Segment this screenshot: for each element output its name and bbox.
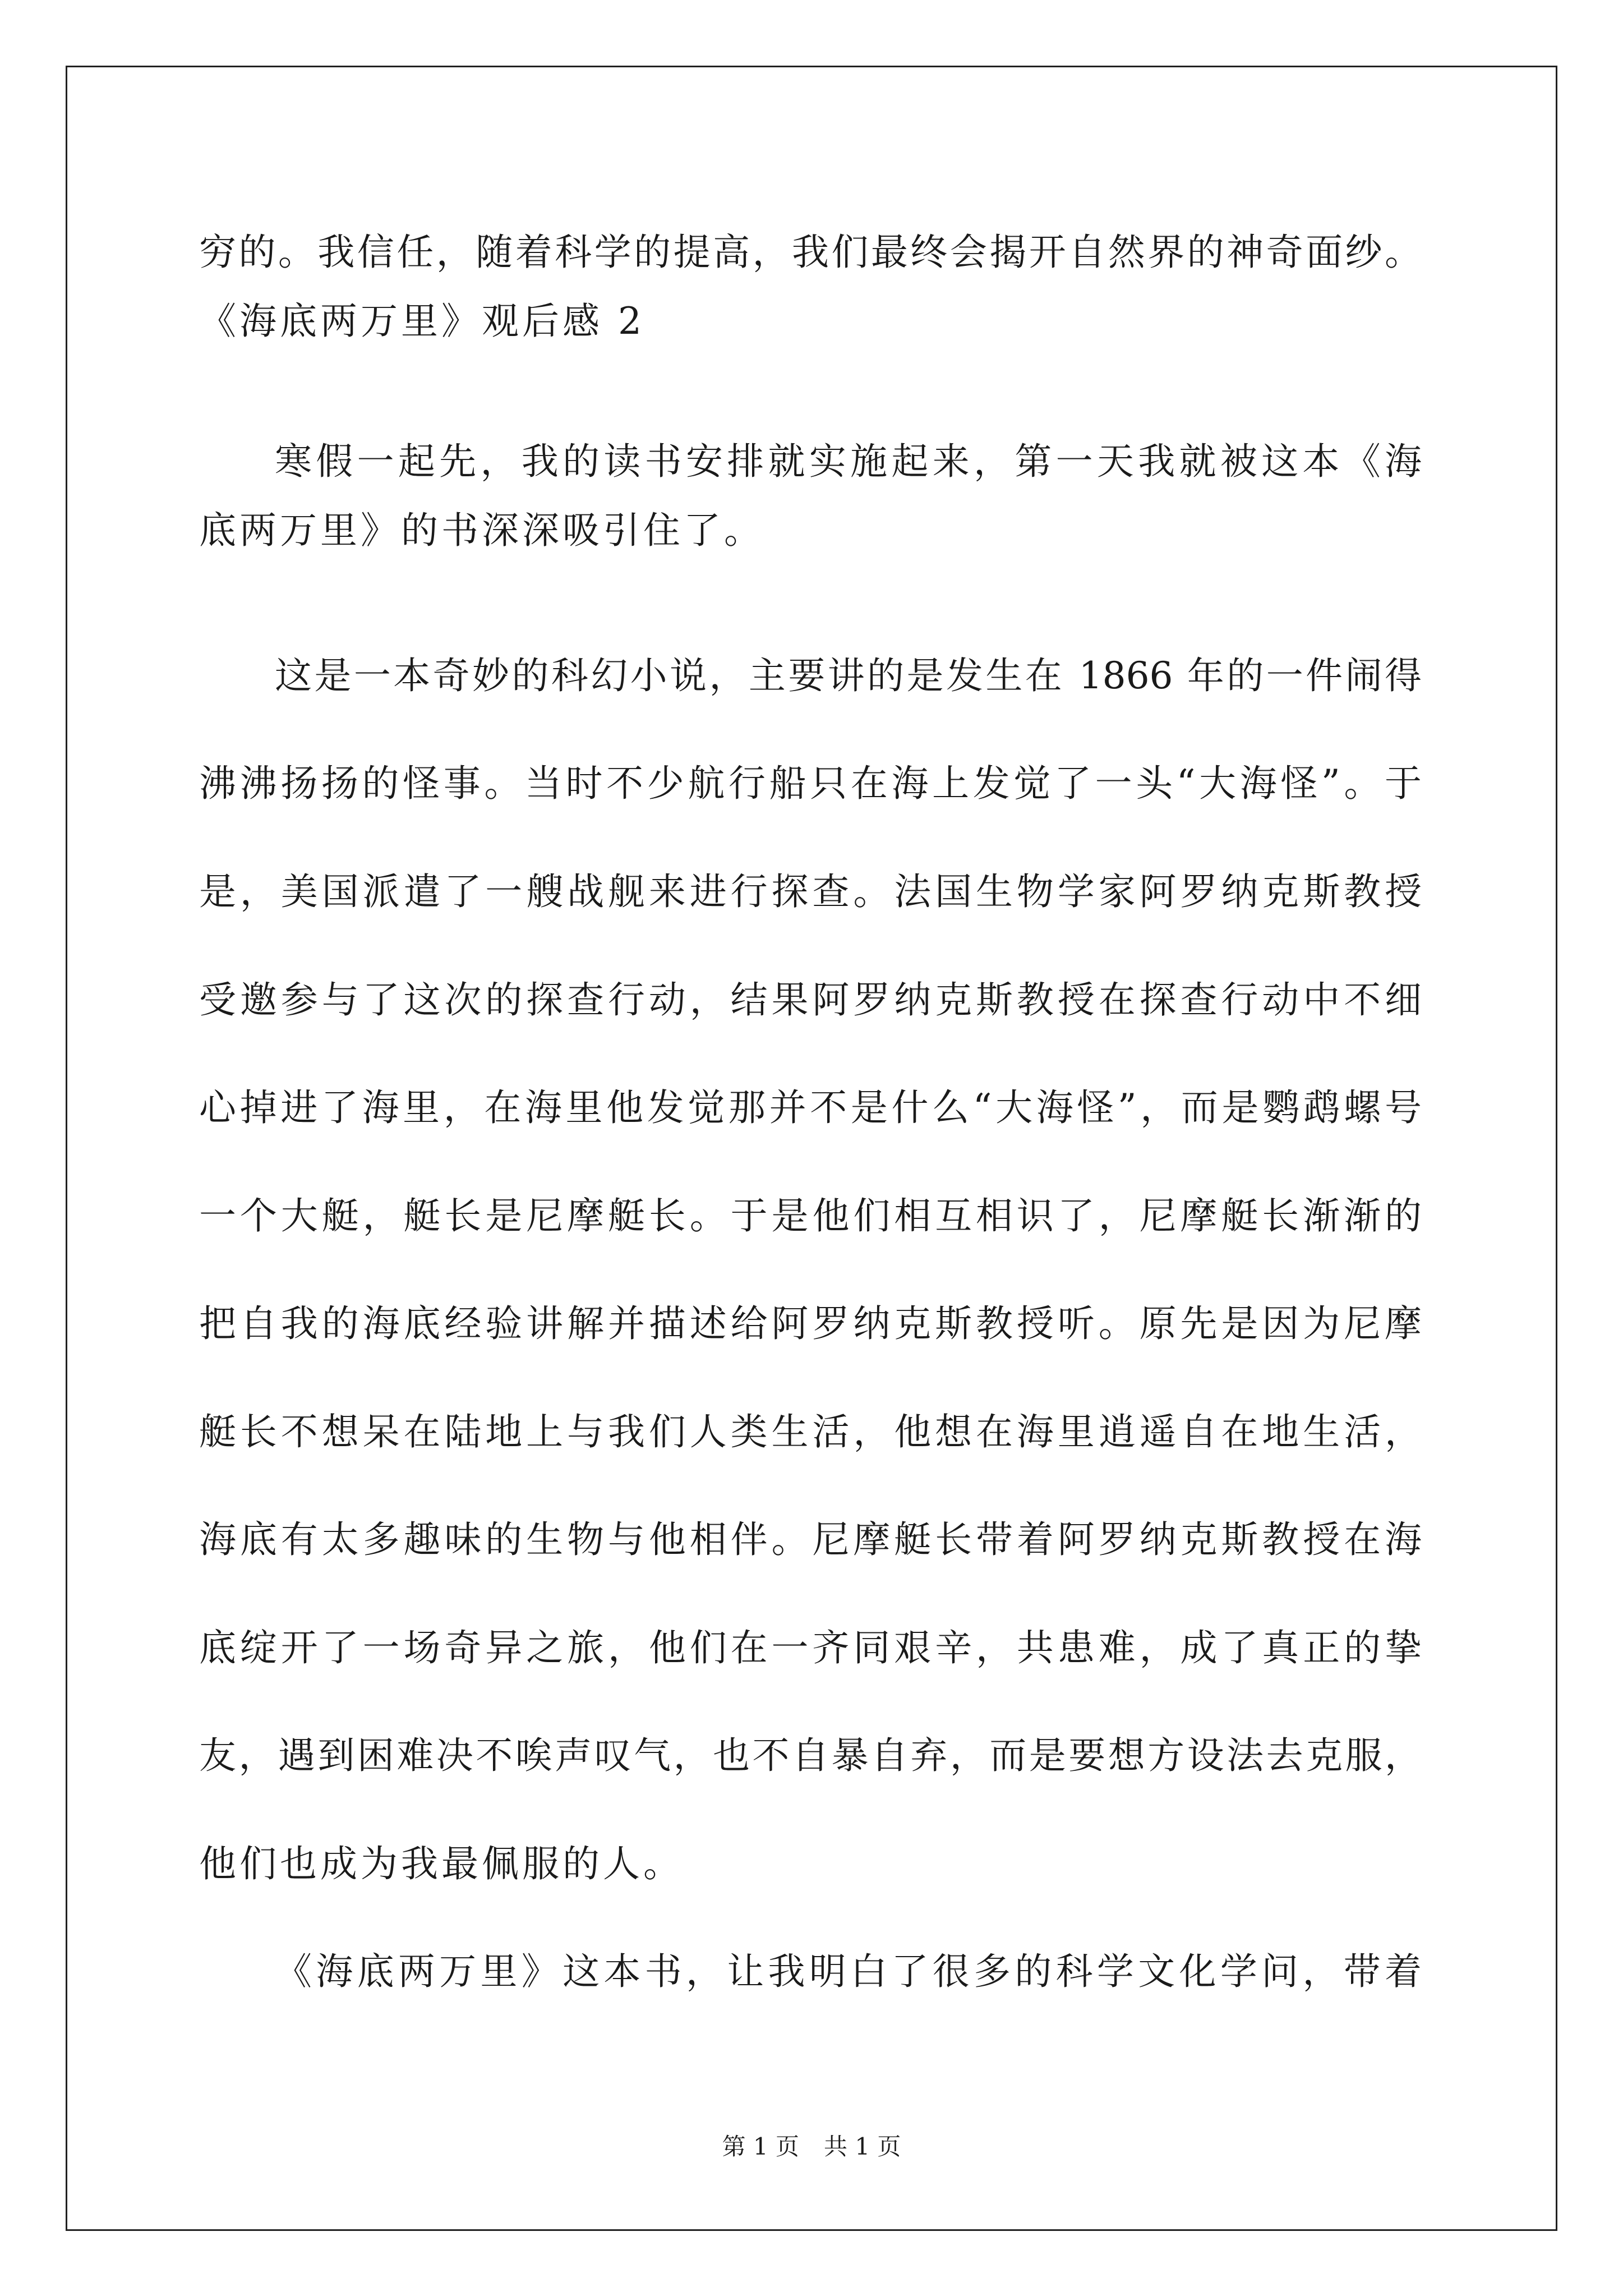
text-line: 这是一本奇妙的科幻小说，主要讲的是发生在 1866 年的一件闹得 — [275, 654, 1422, 697]
text-line: 沸沸扬扬的怪事。当时不少航行船只在海上发觉了一头“大海怪”。于 — [199, 762, 1422, 805]
text-line: 把自我的海底经验讲解并描述给阿罗纳克斯教授听。原先是因为尼摩 — [199, 1302, 1422, 1345]
text-line: 心掉进了海里，在海里他发觉那并不是什么“大海怪”，而是鹦鹉螺号 — [199, 1086, 1422, 1129]
text-line: 《海底两万里》这本书，让我明白了很多的科学文化学问，带着 — [275, 1950, 1422, 1993]
page-number: 第 1 页 — [722, 2133, 799, 2160]
text-line: 底绽开了一场奇异之旅，他们在一齐同艰辛，共患难，成了真正的挚 — [199, 1626, 1422, 1669]
page-footer — [0, 2133, 1623, 2161]
section-heading: 《海底两万里》观后感 2 — [199, 300, 645, 343]
text-line: 底两万里》的书深深吸引住了。 — [199, 509, 764, 552]
text-line: 海底有太多趣味的生物与他相伴。尼摩艇长带着阿罗纳克斯教授在海 — [199, 1518, 1422, 1561]
text-line: 他们也成为我最佩服的人。 — [199, 1842, 684, 1885]
text-line: 穷的。我信任，随着科学的提高，我们最终会揭开自然界的神奇面纱。 — [199, 231, 1422, 274]
text-line: 友，遇到困难决不唉声叹气，也不自暴自弃，而是要想方设法去克服， — [199, 1734, 1422, 1777]
text-line: 受邀参与了这次的探查行动，结果阿罗纳克斯教授在探查行动中不细 — [199, 978, 1422, 1022]
page-total: 共 1 页 — [824, 2133, 901, 2160]
text-line: 艇长不想呆在陆地上与我们人类生活，他想在海里逍遥自在地生活， — [199, 1410, 1422, 1453]
page-border — [66, 66, 1557, 2231]
text-line: 是，美国派遣了一艘战舰来进行探查。法国生物学家阿罗纳克斯教授 — [199, 870, 1422, 913]
text-line: 寒假一起先，我的读书安排就实施起来，第一天我就被这本《海 — [275, 440, 1422, 483]
text-line: 一个大艇，艇长是尼摩艇长。于是他们相互相识了，尼摩艇长渐渐的 — [199, 1194, 1422, 1237]
